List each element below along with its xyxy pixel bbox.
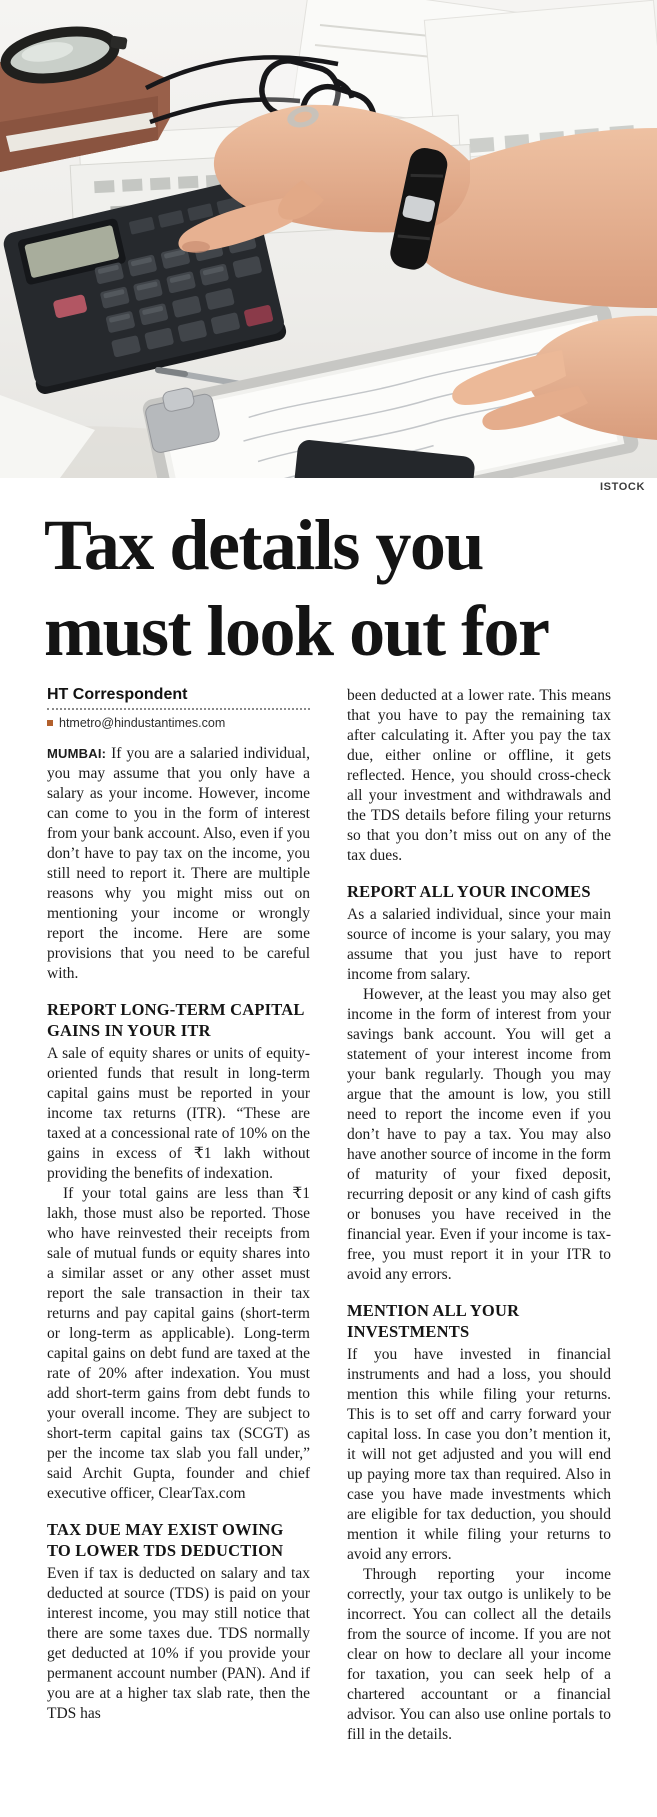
article-body (47, 686, 611, 1745)
crosshead-tds-deduction: TAX DUE MAY EXIST OWING TO LOWER TDS DEDUCTION (47, 1520, 284, 1560)
crosshead-capital-gains: REPORT LONG-TERM CAPITAL GAINS IN YOUR ITR (47, 1000, 304, 1040)
paragraph: As a salaried individual, since your main source of income is your salary, you may assume that you just have to report income from salary. (347, 906, 611, 983)
paragraph-lead-text: If you are a salaried individual, you may assume that you only have a salary as your income. However, income can come to you in the form of interest from your bank account. Also, even if you don’t have to pay tax on the income, you still need to report it. There are multiple reasons why you might miss out on mentioning your income or wrongly report the income. Here are some provisions that you need to be careful with. (47, 745, 310, 982)
photo-credit: ISTOCK (600, 481, 645, 493)
left-column (47, 686, 310, 1745)
paragraph: However, at the least you may also get income in the form of interest from your savings bank account. You will get a statement of your interest income from your bank regularly. Though you may argue that the amount is low, you still need to report the income even if you don’t have to pay a tax. You may also have another source of income in the form of maturity of your fixed deposit, recurring deposit or any kind of cash gifts or bonuses you have received in the financial year. Even if your income is tax-free, you must report it in your ITR to avoid any errors. (347, 986, 611, 1283)
right-column (347, 686, 611, 1745)
paragraph: been deducted at a lower rate. This means that you have to pay the remaining tax after calculating it. After you pay the tax due, either online or offline, it gets reflected. Hence, you should cross-check all your investment and withdrawals and the TDS details before filing your returns so that you don’t miss out on any of the tax dues. (347, 687, 611, 864)
paragraph: A sale of equity shares or units of equity-oriented funds that result in long-term capital gains must be reported in your income tax returns (ITR). “These are taxed at a concessional rate of 10% on the gains in excess of ₹1 lakh without providing the benefits of indexation. (47, 1045, 310, 1182)
byline (47, 686, 310, 730)
crosshead-mention-investments: MENTION ALL YOUR INVESTMENTS (347, 1301, 520, 1341)
byline-email-row (47, 716, 310, 730)
paragraph: If you have invested in financial instruments and had a loss, you should mention this while filing your returns. This is to set off and carry forward your capital loss. In case you don’t mention it, it will not get adjusted and you will end up paying more tax than required. Also in case you have made investments which are eligible for tax deduction, you should mention it while filing your returns to avoid any errors. (347, 1346, 611, 1563)
email-bullet-icon (47, 720, 53, 726)
paragraph: If your total gains are less than ₹1 lakh, those must also be reported. Those who have reinvested their receipts from sale of mutual funds or equity shares into a similar asset or any other asset must report the sale transaction in their tax returns and pay capital gains (short-term or long-term as applicable). Long-term capital gains on debt fund are taxed at the rate of 20% after indexation. You must add short-term gains from debt funds to your overall income. They are subject to short-term capital gains tax (SCGT) as per the income tax slab you fall under,” said Archit Gupta, founder and chief executive officer, ClearTax.com (47, 1185, 310, 1502)
paragraph: Through reporting your income correctly, your tax outgo is unlikely to be incorrect. You can collect all the details from the source of income. If you are not clear on how to declare all your income for taxation, you can seek help of a chartered accountant or a financial advisor. You can also use online portals to fill in the details. (347, 1566, 611, 1743)
article-photo (0, 0, 657, 478)
paragraph-lead (47, 744, 310, 984)
paragraph: Even if tax is deducted on salary and tax deducted at source (TDS) is paid on your interest income, you may still notice that there are some taxes due. TDS normally get deducted at 10% if you provide your permanent account number (PAN). And if you are at a higher tax slab rate, then the TDS has (47, 1565, 310, 1722)
byline-email: htmetro@hindustantimes.com (59, 716, 226, 730)
dateline: MUMBAI: (47, 746, 107, 761)
byline-rule (47, 708, 310, 710)
headline: Tax details you must look out for (44, 505, 549, 671)
byline-author: HT Correspondent (47, 686, 188, 703)
crosshead-report-incomes: REPORT ALL YOUR INCOMES (347, 882, 591, 901)
